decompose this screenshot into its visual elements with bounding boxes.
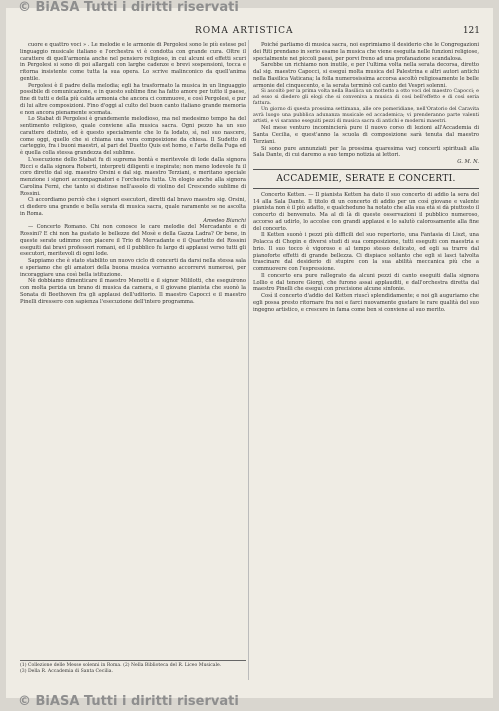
footnote: (3) Della R. Accademia di Santa Cecilia.	[20, 668, 113, 674]
paragraph: Il concerto era pure rallegrato da alcuni pezzi di canto eseguiti dalla signora Lollio e dal tenore Giorgi, che furono assai applauditi, e dall'orchestra diretta dal maestro Pinelli che eseguì con precisione alcune sinfonie.	[253, 272, 479, 293]
paragraph: Nè dobbiamo dimenticare il maestro Menotti e il signor Mililotti, che eseguirono con molta perizia un brano di musica da camera, e il giovane pianista che suonò la Sonata di Beethoven fra gli applausi dell'uditorio. Il maestro Capocci e il maestro Pinelli diressero con sapienza l'esecuzione dell'intero programma.	[20, 278, 246, 305]
section-rule	[253, 169, 479, 170]
paragraph: Sarebbe un richiamo non inutile, e per l'ultima volta nella serata decorsa, diretto dal sig. maestro Capocci, si eseguì molta musica del Palestrina e altri autori antichi nella Basilica Vaticana; la folla numerosissima accorsa ascoltò religiosamente le belle armonie del cinquecento, e la serata terminò col canto dei Vespri solenni.	[253, 62, 479, 89]
article-signature: Amedeo Bianchi	[203, 217, 246, 224]
article-signature: G. M. N.	[457, 159, 479, 165]
paragraph: Sappiamo che è stato stabilito un nuovo ciclo di concerti da darsi nella stessa sala e speriamo che gli amatori della buona musica vorranno accorrervi numerosi, per incoraggiare una così bella istituzione.	[20, 258, 246, 278]
right-column	[253, 42, 479, 313]
paragraph: Nel mese venturo incomincierà pure il nuovo corso di lezioni all'Accademia di Santa Cecilia, e quest'anno la scuola di composizione sarà tenuta dal maestro Terziani.	[253, 125, 479, 145]
watermark-top: © BiASA Tutti i diritti riservati	[18, 0, 239, 15]
page-number: 121	[462, 26, 480, 36]
left-column	[20, 42, 246, 305]
paragraph: cuore e quattro voci » . Le melodie e le armonie di Pergolesi sono le più estese pel linguaggio musicale italiano e l'orchestra vi è condotta con grande cura. Oltre il carattere di quell'armonia anche nel pensiero religioso, in cui alcuni ed effetti scuri in Pergolesi si sono di poi allargati con larghe cadenze e brevi sospensioni, tocca e ritorna insistente come tutta la sua opera. Lo scrive malinconico da quell'anima gentile.	[20, 42, 246, 82]
running-title: ROMA ARTISTICA	[195, 26, 294, 36]
column-divider	[248, 40, 249, 680]
paragraph: Così il concerto d'addio del Ketten riuscì splendidamente; e noi gli auguriamo che egli possa presto ritornare fra noi e farci nuovamente gustare le rare qualità del suo ingegno artistico, e crescere in fama come ben si conviene al suo merito.	[253, 293, 479, 313]
paragraph: — Concerto Romano. Chi non conosce le care melodie del Mercadante e di Rossini? E chi non ha gustato le bellezze del Mosè e della Gazza Ladra? Or bene, in queste serate udimmo con piacere il Trio di Mercadante e il Quartetto del Rossini eseguiti dai bravi professori romani, ed il pubblico fu largo di applausi verso tutti gli esecutori, meritevoli di ogni lode.	[20, 224, 246, 258]
paragraph: L'esecuzione dello Stabat fu di suprema bontà e meritevole di lode dalla signora Ricci e dalla signora Roberti, interpreti diligenti e inspirate; non meno lodevole fu il coro diretto dal sig. maestro Orsini e dal sig. maestro Terziani, e meritano speciale menzione i signori accompagnatori e l'orchestra tutta. Un elogio anche alla signora Carolina Ferni, che tanto si distinse nell'assolo di violino del Crescendo sublime di Rossini.	[20, 156, 246, 197]
watermark-bottom: © BiASA Tutti i diritti riservati	[18, 694, 239, 709]
paragraph: Un giorno di questa prossima settimana, alle ore pomeridiane, nell'Oratorio del Caravita avrà luogo una pubblica adunanza musicale ed accademica; vi prenderanno parte valenti artisti, e vi saranno eseguiti pezzi di musica sacra di antichi e moderni maestri.	[253, 107, 479, 125]
paragraph: Concerto Ketten. — Il pianista Ketten ha dato il suo concerto di addio la sera del 14 alla Sala Dante. Il titolo di un concerto di addio per un così giovane e valente pianista non è il più adatto, e qualcheduno ha notato che alla sua età si dà piuttosto il concerto di benvenuto. Ma al di là di queste osservazioni il pubblico numeroso, accorso ad udirlo, lo accolse con grandi applausi e lo salutò calorosamente alla fine del concerto.	[253, 191, 479, 232]
section-rule	[253, 188, 479, 189]
paragraph: Si ascoltò per la prima volta nella Basilica un mottetto a otto voci del maestro Capocci; e ad esso si diedero gli elogi che si conveniva a musica di così bell'effetto e di così seria fattura.	[253, 89, 479, 107]
paragraph: Pergolesi è il padre della melodia; egli ha trasformato la musica in un linguaggio possibile di comunicazione, e in questo sublime fine ha fatto amore per tutto il paese, fine di tutti e della più calda armonia che ancora ci commuove, e così Pergolesi, e pur di lui altre composizioni. Fino d'oggi al culto del buon canto italiano grande memoria e non ancora pienamente scemata.	[20, 82, 246, 116]
footnote: (1) Collezione delle Messe solenni in Roma. (2) Nella Biblioteca del R. Liceo Musicale.	[20, 663, 222, 668]
paragraph: Lo Stabat di Pergolesi è grandemente melodioso, ma nel medesimo tempo ha del sentimento religioso, quale conviene alla musica sacra. Ogni pezzo ha un suo carattere distinto, ed è questo specialmente che lo fa lodato, sì, nel suo nascere, come oggi, quello che si chiama una vera composizione da chiesa. Il Sudetto di carteggio, fra i buoni maestri, al pari del Duetto Quis est homo, e l'arte della Fuga ed è quella colla stessa grandezza del sublime.	[20, 116, 246, 156]
footnotes	[20, 660, 246, 675]
page-header	[20, 26, 480, 40]
paragraph: Ci accordiamo perciò che i signori esecutori, diretti dal bravo maestro sig. Orsini, ci diedero una grande e bella serata di musica sacra, quale raramente se ne ascolta in Roma.	[20, 197, 246, 217]
section-title: ACCADEMIE, SERATE E CONCERTI.	[276, 173, 456, 184]
paragraph: Poiché parliamo di musica sacra, noi esprimiamo il desiderio che le Congregazioni dei Riti prendano in serio esame la musica che viene eseguita nelle funzioni religiose, specialmente nei piccoli paesi, per porvi freno ad una profanazione scandalosa.	[253, 42, 479, 62]
paragraph: Si sono pure annunziati per la prossima quaresima varj concerti spirituali alla Sala Dante, di cui daremo a suo tempo notizia ai lettori.	[253, 145, 479, 159]
paragraph: Il Ketten suonò i pezzi più difficili del suo repertorio, una Fantasia di Liszt, una Polacca di Chopin e diversi studi di sua composizione, tutti eseguiti con maestria e brio. Il suo tocco è vigoroso e al tempo stesso delicato, ed egli sa trarre dal pianoforte effetti di grande bellezza. Ci dispiace soltanto che egli si lasci talvolta trascinare dal desiderio di stupire con la sua abilità meccanica più che a commuovere con l'espressione.	[253, 232, 479, 272]
